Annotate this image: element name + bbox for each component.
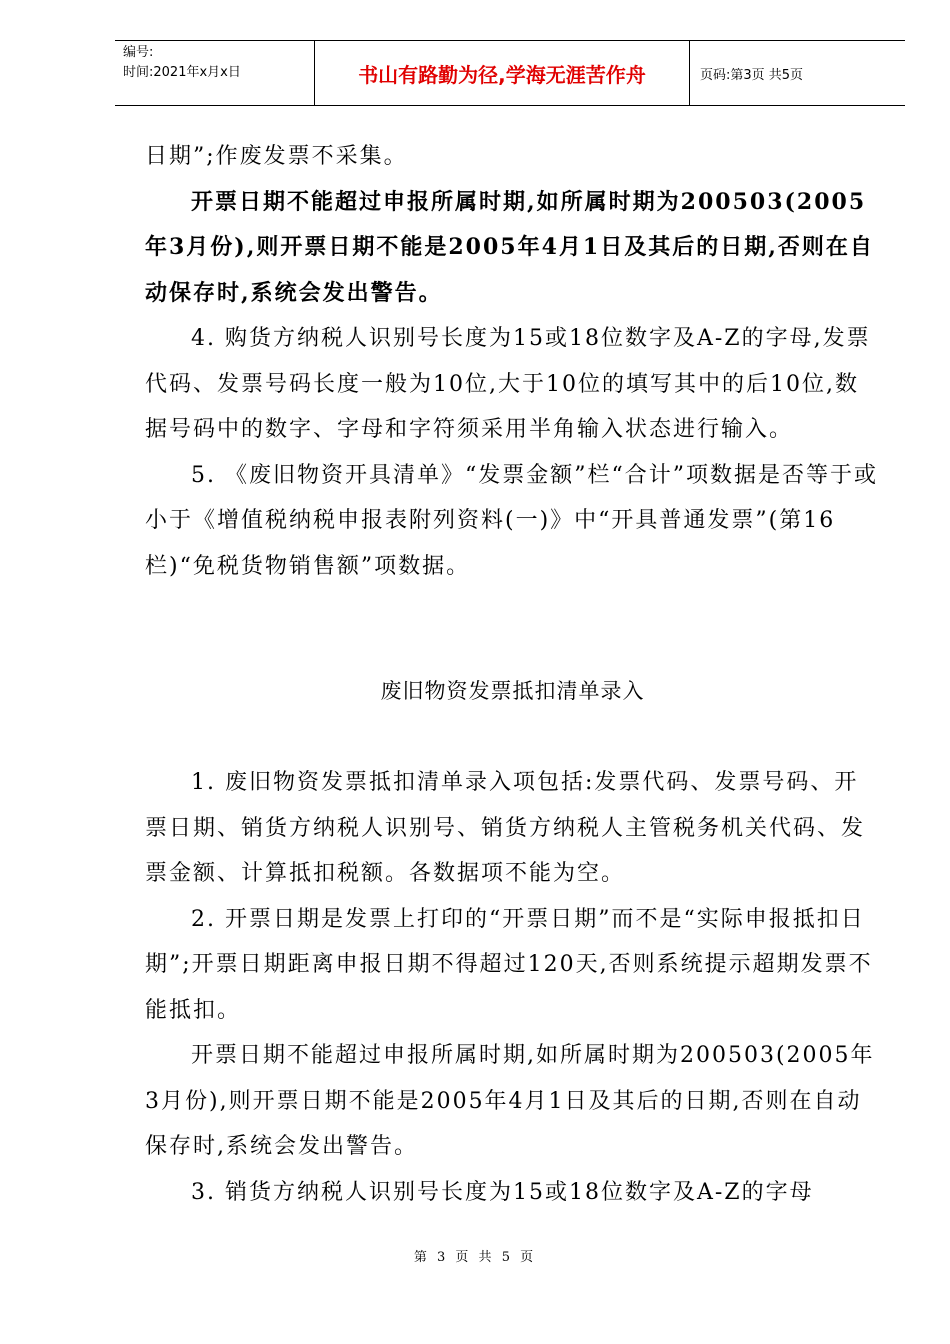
section-body [145, 760, 880, 1215]
section-title: 废旧物资发票抵扣清单录入 [380, 679, 645, 703]
page-header [115, 40, 905, 106]
document-time-label: 时间:2021年x月x日 [123, 65, 241, 80]
paragraph-item-4: 4. 购货方纳税人识别号长度为15或18位数字及A-Z的字母,发票代码、发票号码长度一般为10位,大于10位的填写其中的后10位,数据号码中的数字、字母和字符须采用半角输入状态进行输入。 [145, 326, 871, 442]
header-page-info: 页码:第3页 共5页 [700, 67, 804, 83]
section-item-3: 3. 销货方纳税人识别号长度为15或18位数字及A-Z的字母 [191, 1179, 814, 1205]
section-paragraph-warning: 开票日期不能超过申报所属时期,如所属时期为200503(2005年3月份),则开票日期不能是2005年4月1日及其后的日期,否则在自动保存时,系统会发出警告。 [145, 1043, 875, 1159]
section-item-1: 1. 废旧物资发票抵扣清单录入项包括:发票代码、发票号码、开票日期、销货方纳税人识别号、销货方纳税人主管税务机关代码、发票金额、计算抵扣税额。各数据项不能为空。 [145, 770, 866, 886]
paragraph-item-5: 5. 《废旧物资开具清单》“发票金额”栏“合计”项数据是否等于或小于《增值税纳税申报表附列资料(一)》中“开具普通发票”(第16栏)“免税货物销售额”项数据。 [145, 462, 878, 579]
paragraph-continuation: 日期”;作废发票不采集。 [145, 144, 408, 169]
document-body [145, 134, 880, 589]
header-motto: 书山有路勤为径,学海无涯苦作舟 [315, 41, 690, 105]
page-footer: 第 3 页 共 5 页 [413, 1250, 537, 1265]
document-number-label: 编号: [123, 45, 154, 60]
paragraph-bold-warning: 开票日期不能超过申报所属时期,如所属时期为200503(2005年3月份),则开票日期不能是2005年4月1日及其后的日期,否则在自动保存时,系统会发出警告。 [145, 188, 874, 306]
section-item-2: 2. 开票日期是发票上打印的“开票日期”而不是“实际申报抵扣日期”;开票日期距离申报日期不得超过120天,否则系统提示超期发票不能抵扣。 [145, 906, 873, 1023]
header-meta [115, 41, 315, 105]
